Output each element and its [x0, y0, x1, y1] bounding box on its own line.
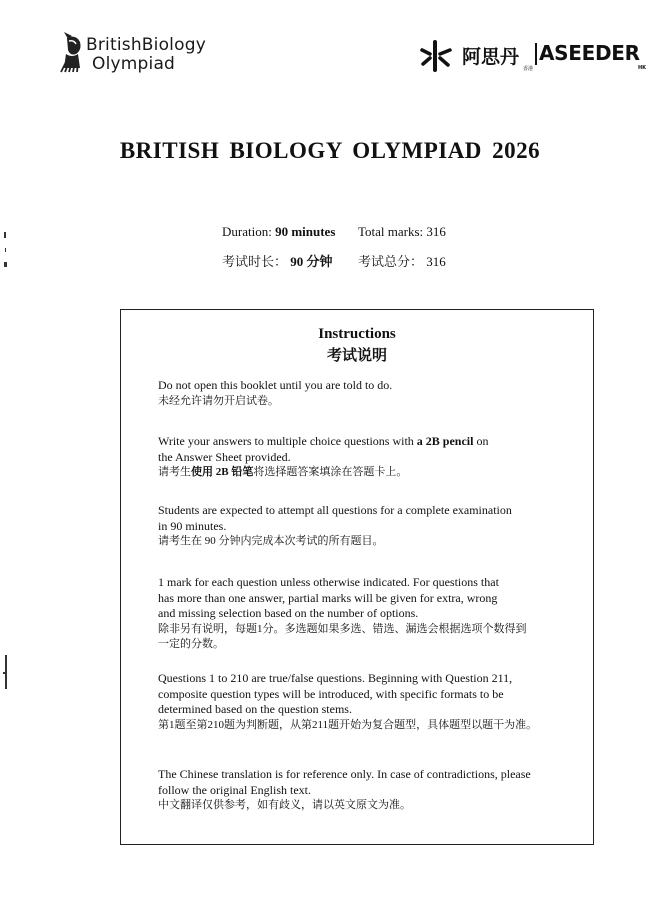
scan-mark — [5, 248, 6, 252]
bbo-emblem-icon — [60, 28, 86, 74]
meta-row-cn — [222, 251, 446, 270]
scan-mark — [3, 672, 7, 674]
p2-cn — [158, 465, 588, 481]
p4-cn-b: 一定的分数。 — [158, 638, 224, 650]
p6-en-a: The Chinese translation is for reference only. In case of contradictions, please — [158, 767, 531, 781]
p6-cn: 中文翻译仅供参考，如有歧义，请以英文原文为准。 — [158, 799, 411, 811]
scan-mark — [4, 232, 6, 238]
duration-label-en: Duration: — [222, 224, 272, 239]
aseeder-hk-label: HK — [637, 65, 646, 71]
instruction-paragraph-4 — [158, 575, 588, 653]
p2-cn-c: 将选择题答案填涂在答题卡上。 — [253, 466, 408, 478]
total-value-cn: 316 — [426, 254, 446, 269]
meta-row-en — [222, 224, 446, 240]
total-marks-cn — [358, 251, 446, 270]
total-label-en: Total marks: — [358, 224, 424, 239]
p5-en-c: determined based on the question stems. — [158, 702, 352, 716]
p2-en-line1 — [158, 434, 588, 450]
instructions-box — [120, 309, 594, 845]
duration-value-cn: 90 分钟 — [290, 254, 333, 269]
p1-cn: 未经允许请勿开启试卷。 — [158, 394, 279, 407]
p4-en-a: 1 mark for each question unless otherwise indicated. For questions that — [158, 575, 499, 589]
p3-cn: 请考生在 90 分钟内完成本次考试的所有题目。 — [158, 535, 384, 547]
aseeder-sub-label: 香港 — [523, 66, 534, 72]
p4-en-b: has more than one answer, partial marks will be given for extra, wrong — [158, 590, 498, 605]
bbo-wordmark-line2: Olympiad — [92, 54, 176, 74]
p3-en-a: Students are expected to attempt all questions for a complete examination — [158, 503, 512, 517]
instruction-paragraph-3 — [158, 503, 588, 550]
p5-en-a: Questions 1 to 210 are true/false questions. Beginning with Question 211, — [158, 671, 513, 685]
p4-cn-a: 除非另有说明，每题1分。多选题如果多选、错选、漏选会根据选项个数得到 — [158, 622, 527, 635]
aseeder-mark-icon — [418, 40, 454, 72]
total-marks-en — [358, 224, 446, 240]
duration-label-cn: 考试时长： — [222, 254, 288, 269]
p2-en-d: the Answer Sheet provided. — [158, 449, 291, 464]
instructions-title-cn: 考试说明 — [326, 348, 387, 364]
bbo-wordmark — [86, 36, 206, 74]
scan-mark — [4, 262, 7, 267]
p4-en-c: and missing selection based on the number of options. — [158, 606, 419, 620]
p2-cn-b: 使用 2B 铅笔 — [191, 466, 254, 478]
bbo-logo — [60, 28, 240, 78]
p5-cn: 第1题至第210题为判断题，从第211题开始为复合题型，具体题型以题干为准。 — [158, 718, 538, 731]
aseeder-logo — [418, 38, 648, 74]
p2-cn-a: 请考生 — [158, 466, 191, 478]
instruction-paragraph-2 — [158, 434, 588, 481]
p2-en-b: a 2B pencil — [416, 434, 474, 448]
duration-value-en: 90 minutes — [275, 224, 336, 239]
instruction-paragraph-6 — [158, 767, 588, 814]
instruction-paragraph-1 — [158, 378, 588, 409]
total-label-cn: 考试总分： — [358, 254, 424, 269]
p1-en: Do not open this booklet until you are told to do. — [158, 378, 393, 392]
aseeder-en-name: ASEEDER — [539, 41, 640, 65]
instruction-paragraph-5 — [158, 671, 588, 733]
total-value-en: 316 — [426, 224, 446, 239]
page-title: BRITISH BIOLOGY OLYMPIAD 2026 — [119, 138, 541, 163]
p6-en-b: follow the original English text. — [158, 782, 311, 797]
aseeder-cn-name: 阿思丹 — [462, 46, 520, 68]
p5-en-b: composite question types will be introduced, with specific formats to be — [158, 686, 504, 701]
p3-en-b: in 90 minutes. — [158, 518, 227, 533]
p2-en-a: Write your answers to multiple choice questions with — [158, 434, 414, 448]
instructions-title: Instructions — [318, 326, 396, 342]
aseeder-separator — [535, 43, 537, 65]
bbo-wordmark-line1: BritishBiology — [86, 35, 206, 55]
p2-en-c: on — [473, 434, 489, 448]
